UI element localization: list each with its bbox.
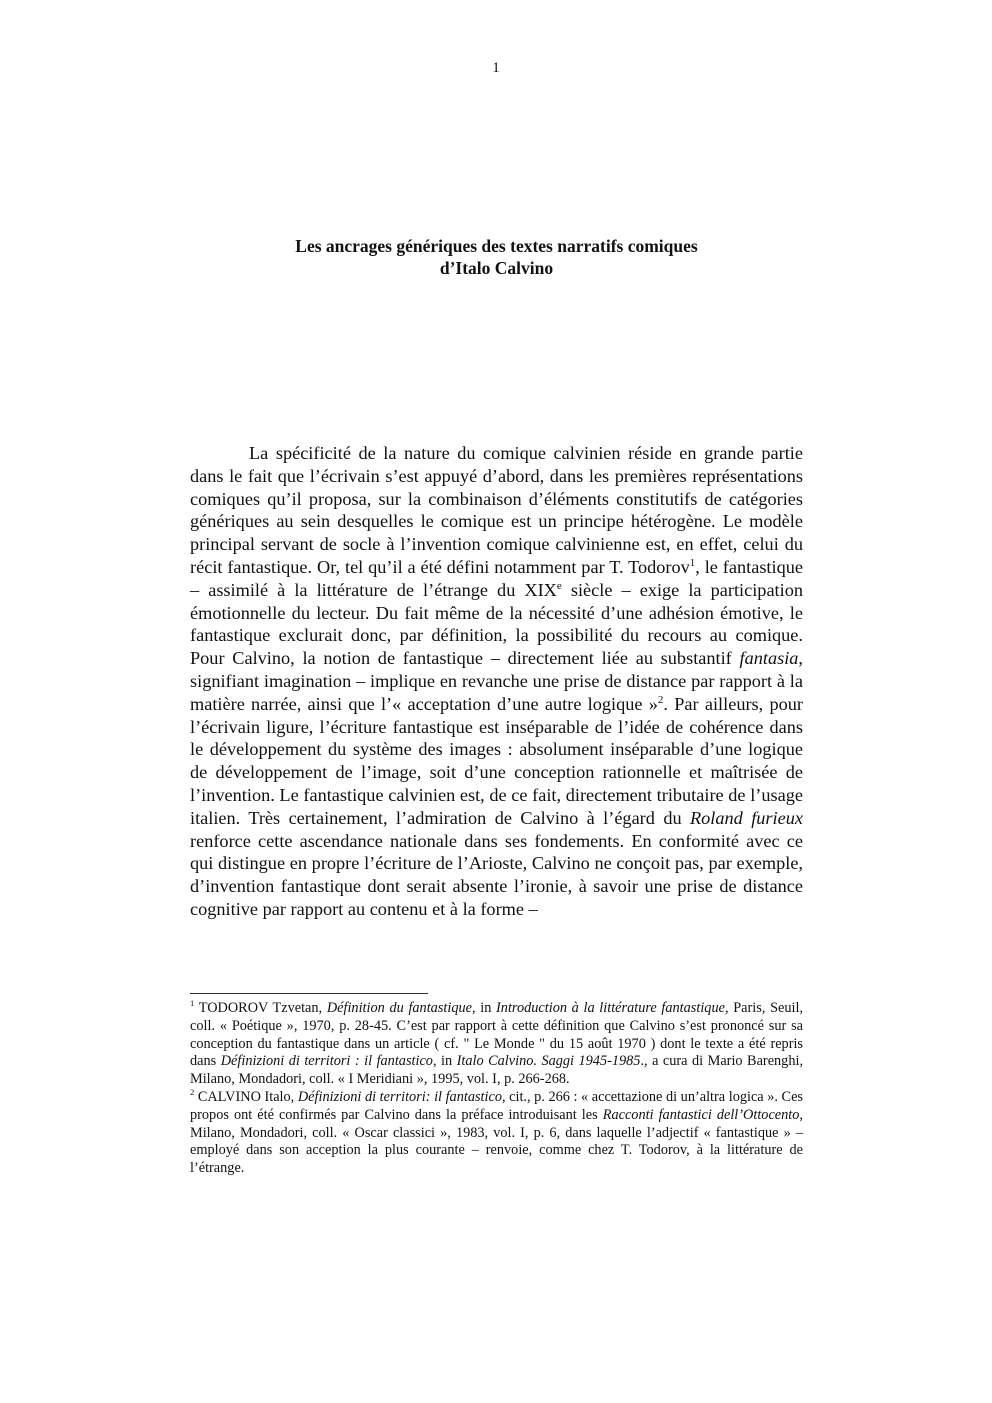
footnote-italic: Introduction à la littérature fantastique (496, 1000, 725, 1016)
body-text-segment: siècle – exige la participation émotionnelle du lecteur. Du fait même de la nécessité d’une adhésion émotive, le fantastique exclurait donc, par définition, la possibilité du recours au comique. Pour Calvino, la notion de fantastique – directement liée au substantif (190, 579, 803, 669)
footnote-italic: Définition du fantastique (326, 1000, 472, 1016)
footnote-text: , in (432, 1053, 457, 1070)
footnote-text: , Paris, Seuil, coll. « Poétique », 1970, p. 28-45. C’est par rapport à cette définition que Calvino s’est prononcé sur sa conception du fantastique dans un article ( cf. " Le Monde " du 15 août 1970 ) dont le texte a été repris dans (190, 1000, 804, 1070)
footnote-italic: Définizioni di territori: il fantastico (297, 1088, 502, 1105)
footnote-separator (190, 993, 428, 994)
body-text-segment: La spécificité de la nature du comique calvinien réside en grande partie dans le fait que l’écrivain s’est appuyé d’abord, dans les premières représentations comiques qu’il proposa, sur la combinaison d’éléments constitutifs de catégories génériques au sein desquelles le comique est un principe hétérogène. Le modèle principal servant de socle à l’invention comique calvinienne est, en effet, celui du récit fantastique. Or, tel qu’il a été défini notamment par T. Todorov (190, 443, 803, 577)
footnote-number: 1 (190, 998, 195, 1009)
footnote-text: CALVINO Italo, (194, 1088, 298, 1105)
superscript-e: e (556, 579, 562, 592)
italic-term: fantasia (739, 648, 799, 669)
footnotes (190, 1000, 803, 1178)
footnote-number: 2 (190, 1087, 195, 1098)
footnote-text: , Milano, Mondadori, coll. « Oscar classici », 1983, vol. I, p. 6, dans laquelle l’adjectif « fantastique » – employé dans son acception la plus courante – renvoie, comme chez T. Todorov, à la littérature de l’étrange. (190, 1106, 803, 1177)
title-line-2: d’Italo Calvino (439, 258, 554, 278)
footnote-text: , in (471, 1000, 497, 1016)
italic-title: Roland furieux (690, 807, 803, 828)
body-text-segment: renforce cette ascendance nationale dans ses fondements. En conformité avec ce qui distingue en propre l’écriture de l’Arioste, Calvino ne conçoit pas, par exemple, d’invention fantastique dont serait absente l’ironie, à savoir une prise de distance cognitive par rapport au contenu et à la forme – (190, 830, 803, 919)
body-text-segment: , signifiant imagination – implique en revanche une prise de distance par rapport à la matière narrée, ainsi que l’« acceptation d’une autre logique » (190, 648, 803, 714)
footnote-italic: Italo Calvino. Saggi 1945-1985 (456, 1053, 641, 1070)
footnote-italic: Racconti fantastici dell’Ottocento (602, 1106, 800, 1123)
footnote-text: ., a cura di Mario Barenghi, Milano, Mondadori, coll. « I Meridiani », 1995, vol. I, p. 266-268. (190, 1053, 804, 1088)
footnote-text: TODOROV Tzvetan, (194, 1000, 327, 1016)
footnote-ref-2[interactable]: 2 (657, 693, 664, 706)
body-paragraph (190, 442, 803, 921)
footnote-text: , cit., p. 266 : « accettazione di un’altra logica ». Ces propos ont été confirmés par Calvino dans la préface introduisant les (190, 1088, 803, 1123)
page-number: 1 (492, 60, 500, 76)
footnote-ref-1[interactable]: 1 (689, 556, 696, 569)
title-line-1: Les ancrages génériques des textes narratifs comiques (295, 236, 698, 256)
document-title (190, 235, 803, 279)
footnote-1 (190, 1000, 803, 1089)
body-text-segment: . Par ailleurs, pour l’écrivain ligure, l’écriture fantastique est inséparable de l’idée de cohérence dans le développement du système des images : absolument inséparable d’une logique de développement de l’image, soit d’une conception rationnelle et maîtrisée de l’invention. Le fantastique calvinien est, de ce fait, directement tributaire de l’usage italien. Très certainement, l’admiration de Calvino à l’égard du (190, 693, 803, 828)
footnote-italic: Définizioni di territori : il fantastico (220, 1053, 433, 1070)
body-text-segment: , le fantastique – assimilé à la littérature de l’étrange du XIX (190, 556, 803, 600)
footnote-2 (190, 1089, 803, 1178)
